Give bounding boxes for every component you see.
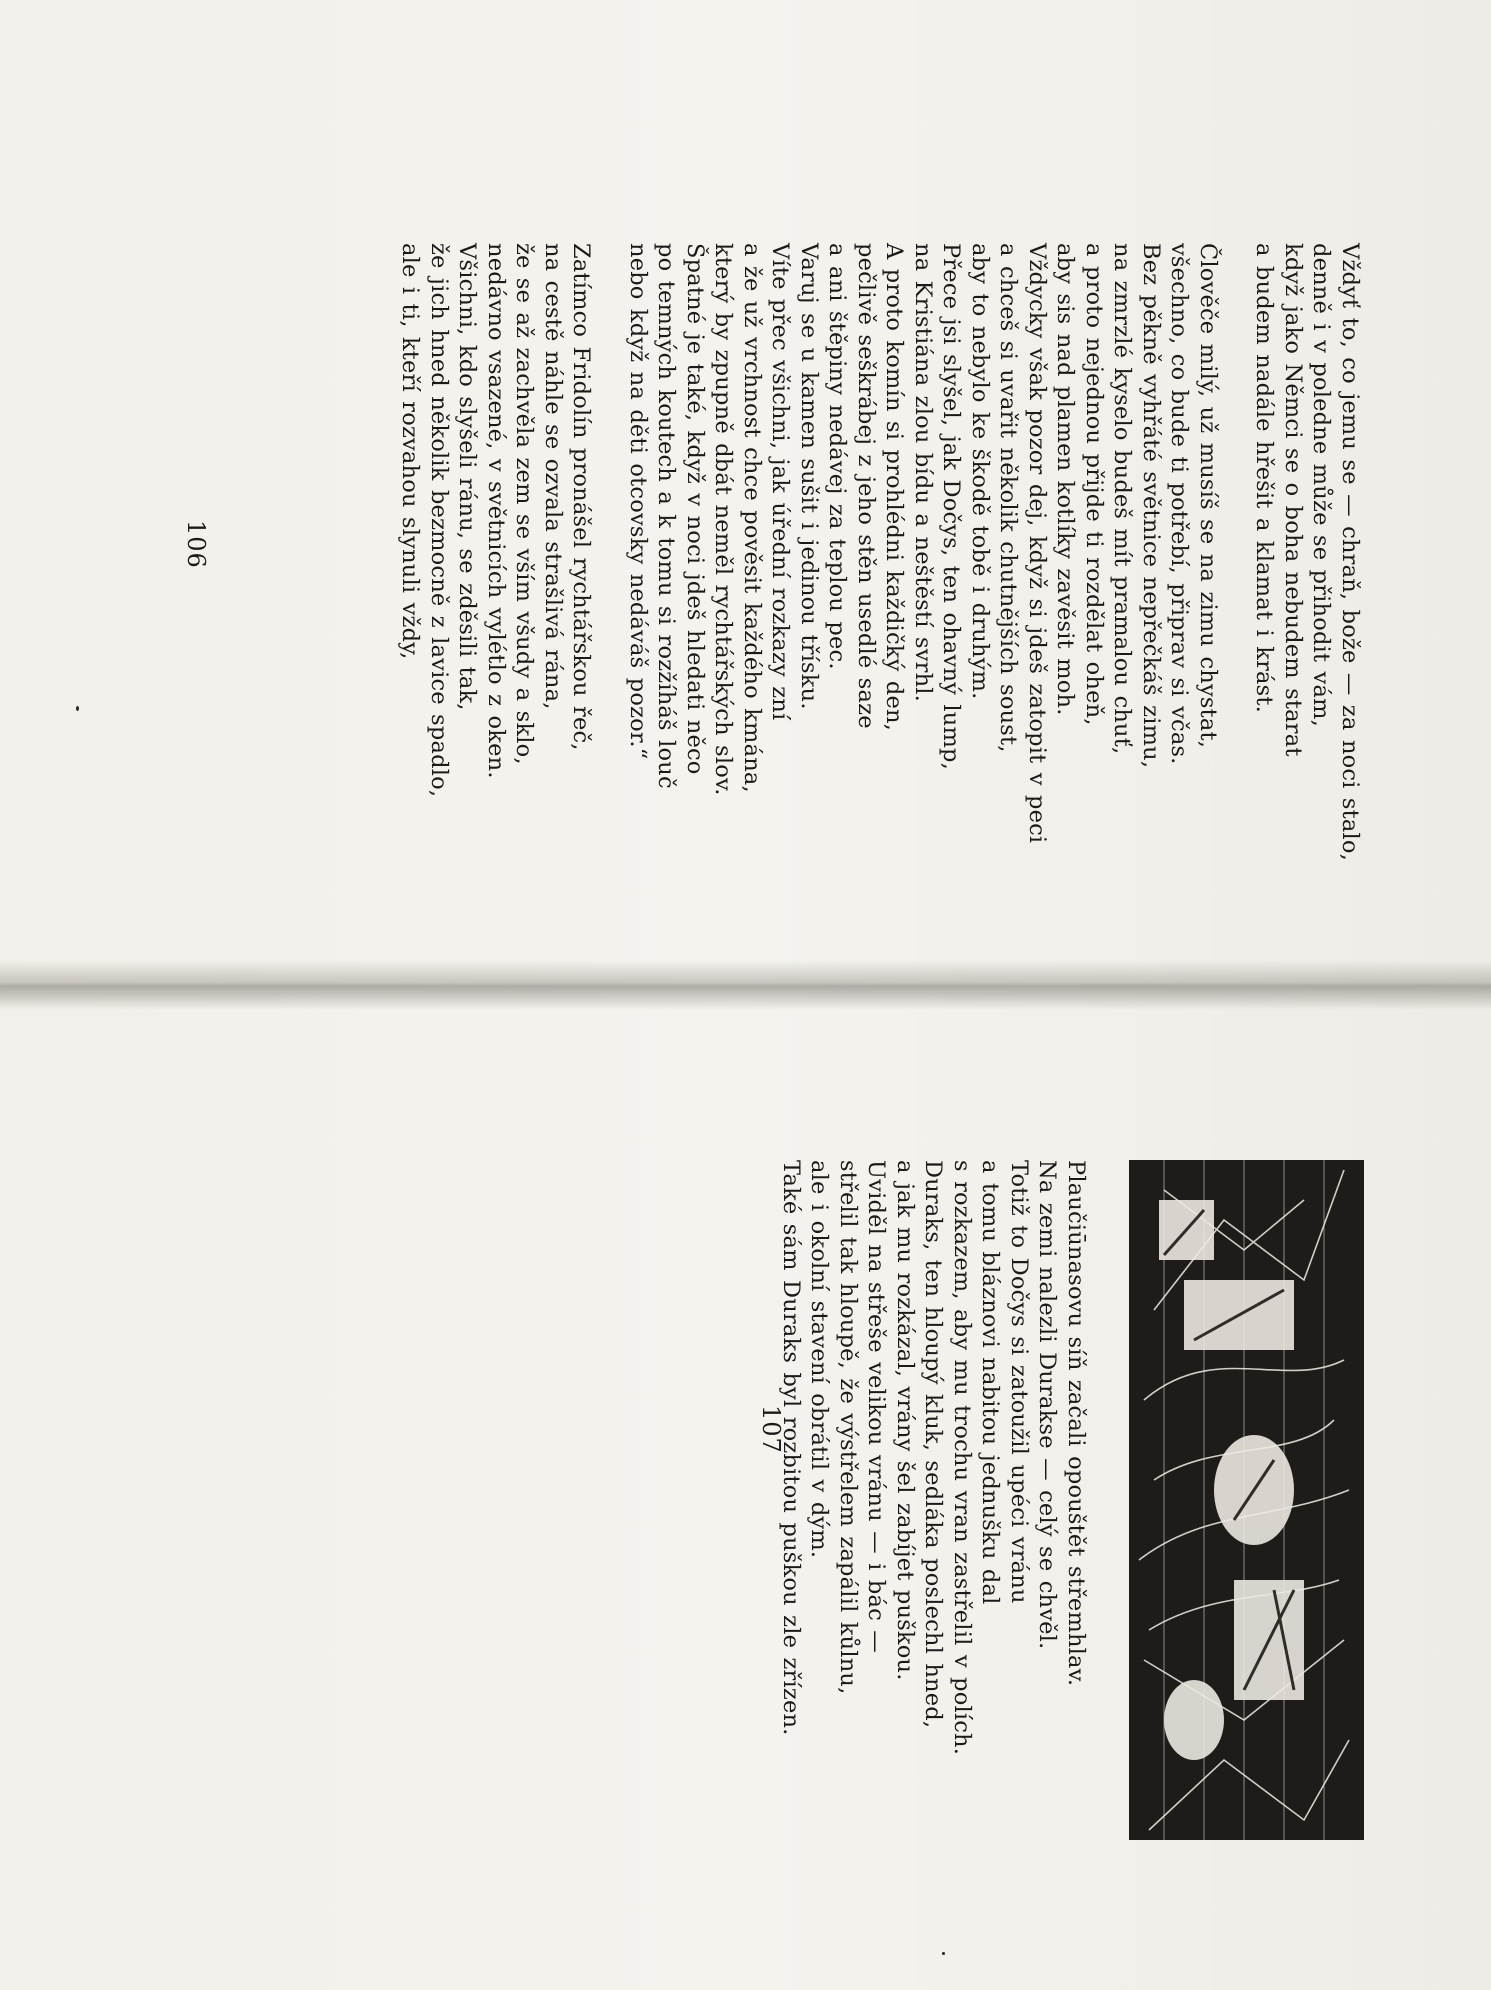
woodcut-illustration <box>1129 1160 1364 1840</box>
verse-line: pečlivě seškrábej z jeho stěn usedlé saze <box>853 243 879 729</box>
ink-speck <box>76 706 79 711</box>
page-107 <box>560 1160 1380 1960</box>
verse-line: Také sám Duraks byl rozbitou puškou zle zřízen. <box>778 1160 804 1736</box>
verse-line: Vždyť to, co jemu se — chraň, bože — za noci stalo, <box>1337 243 1363 862</box>
verse-line: Přece jsi slyšel, jak Dočys, ten ohavný lump, <box>938 243 965 770</box>
verse-line: všechno, co bude ti potřebí, připrav si včas. <box>1166 243 1193 765</box>
stanza-2 <box>624 243 1223 861</box>
verse-line: na zmrzlé kyselo budeš mít pramalou chuť, <box>1109 243 1136 755</box>
verse-line: ale i okolní stavení obrátil v dým. <box>806 1160 833 1559</box>
page-number-107: 107 <box>757 1405 785 1454</box>
verse-line: ale i ti, kteří rozvahou slynuli vždy, <box>397 243 424 660</box>
verse-line: a tomu bláznovi nabitou jednušku dal <box>977 1160 1004 1605</box>
ink-speck <box>942 1952 945 1955</box>
verse-line: střelil tak hloupě, že výstřelem zapálil kůlnu, <box>835 1160 861 1695</box>
verse-line: Víte přec všichni, jak úřední rozkazy zní <box>767 243 794 721</box>
verse-line: na Kristiána zlou bídu a neštěstí svrhl. <box>910 243 936 703</box>
verse-line: denně i v poledne může se přihodit vám, <box>1308 243 1335 727</box>
verse-line: Člověče milý, už musíš se na zimu chystat, <box>1195 243 1221 749</box>
verse-line: a budem nadále hřešit a klamat i krást. <box>1251 243 1278 713</box>
poem-column-106 <box>368 243 1364 861</box>
verse-line: na cestě náhle se ozvala strašlivá rána, <box>540 243 566 710</box>
verse-line: s rozkazem, aby mu trochu vran zastřelil v polích. <box>949 1160 975 1756</box>
verse-line: a proto nejednou přijde ti rozdělat oheň, <box>1081 243 1107 726</box>
page-106 <box>160 225 1380 925</box>
verse-line: Špatné je také, když v noci jdeš hledati něco <box>682 243 708 775</box>
verse-line: nedávno vsazené, v světnicích vylétlo z oken. <box>483 243 509 779</box>
stanza-1 <box>1250 243 1364 861</box>
verse-line: Totiž to Dočys si zatoužil upéci vránu <box>1006 1160 1032 1604</box>
verse-line: po temných koutech a k tomu si rozžíháš louč <box>653 243 680 789</box>
verse-line: když jako Němci se o boha nebudem starat <box>1280 243 1306 757</box>
verse-line: A proto komín si prohlédni každičký den, <box>881 243 908 732</box>
verse-line: Bez pěkně vyhřáté světnice nepřečkáš zimu, <box>1138 243 1164 769</box>
verse-line: a jak mu rozkázal, vrány šel zabíjet puškou. <box>892 1160 918 1681</box>
verse-line: Všichni, kdo slyšeli ránu, se zděsili tak, <box>454 243 481 711</box>
verse-line: Na zemi nalezli Durakse — celý se chvěl. <box>1034 1160 1061 1650</box>
stanza-3 <box>396 243 596 861</box>
verse-line: a ani štěpiny nedávej za teplou pec. <box>824 243 851 670</box>
verse-line: Uviděl na střeše velikou vránu — i bác — <box>863 1160 890 1653</box>
verse-line: a že už vrchnost chce pověsit každého kmána, <box>739 243 765 793</box>
verse-line: Duraks, ten hloupý kluk, sedláka poslechl hned, <box>920 1160 947 1729</box>
verse-line: aby sis nad plamen kotlíky zavěsit moh. <box>1052 243 1079 716</box>
page-number-106: 106 <box>182 520 210 569</box>
verse-line: že se až zachvěla zem se vším všudy a sklo, <box>511 243 538 765</box>
verse-line: Varuj se u kamen sušit i jedinou třísku. <box>796 243 822 710</box>
verse-line: Plaučiūnasovu síň začali opouštět střemhlav. <box>1063 1160 1089 1687</box>
verse-line: aby to nebylo ke škodě tobě i druhým. <box>967 243 993 700</box>
verse-line: Vždycky však pozor dej, když si jdeš zatopit v peci <box>1024 243 1050 844</box>
poem-column-107 <box>777 1160 1091 1755</box>
verse-line: a chceš si uvařit několik chutnějších soust, <box>995 243 1022 753</box>
verse-line: nebo když na děti otcovsky nedáváš pozor.“ <box>625 243 651 760</box>
verse-line: že jich hned několik bezmocně z lavice spadlo, <box>426 243 452 798</box>
book-gutter <box>0 960 1491 1010</box>
verse-line: který by zpupně dbát neměl rychtářských slov. <box>710 243 737 796</box>
verse-line: Zatímco Fridolín pronášel rychtářskou řeč, <box>568 243 595 751</box>
